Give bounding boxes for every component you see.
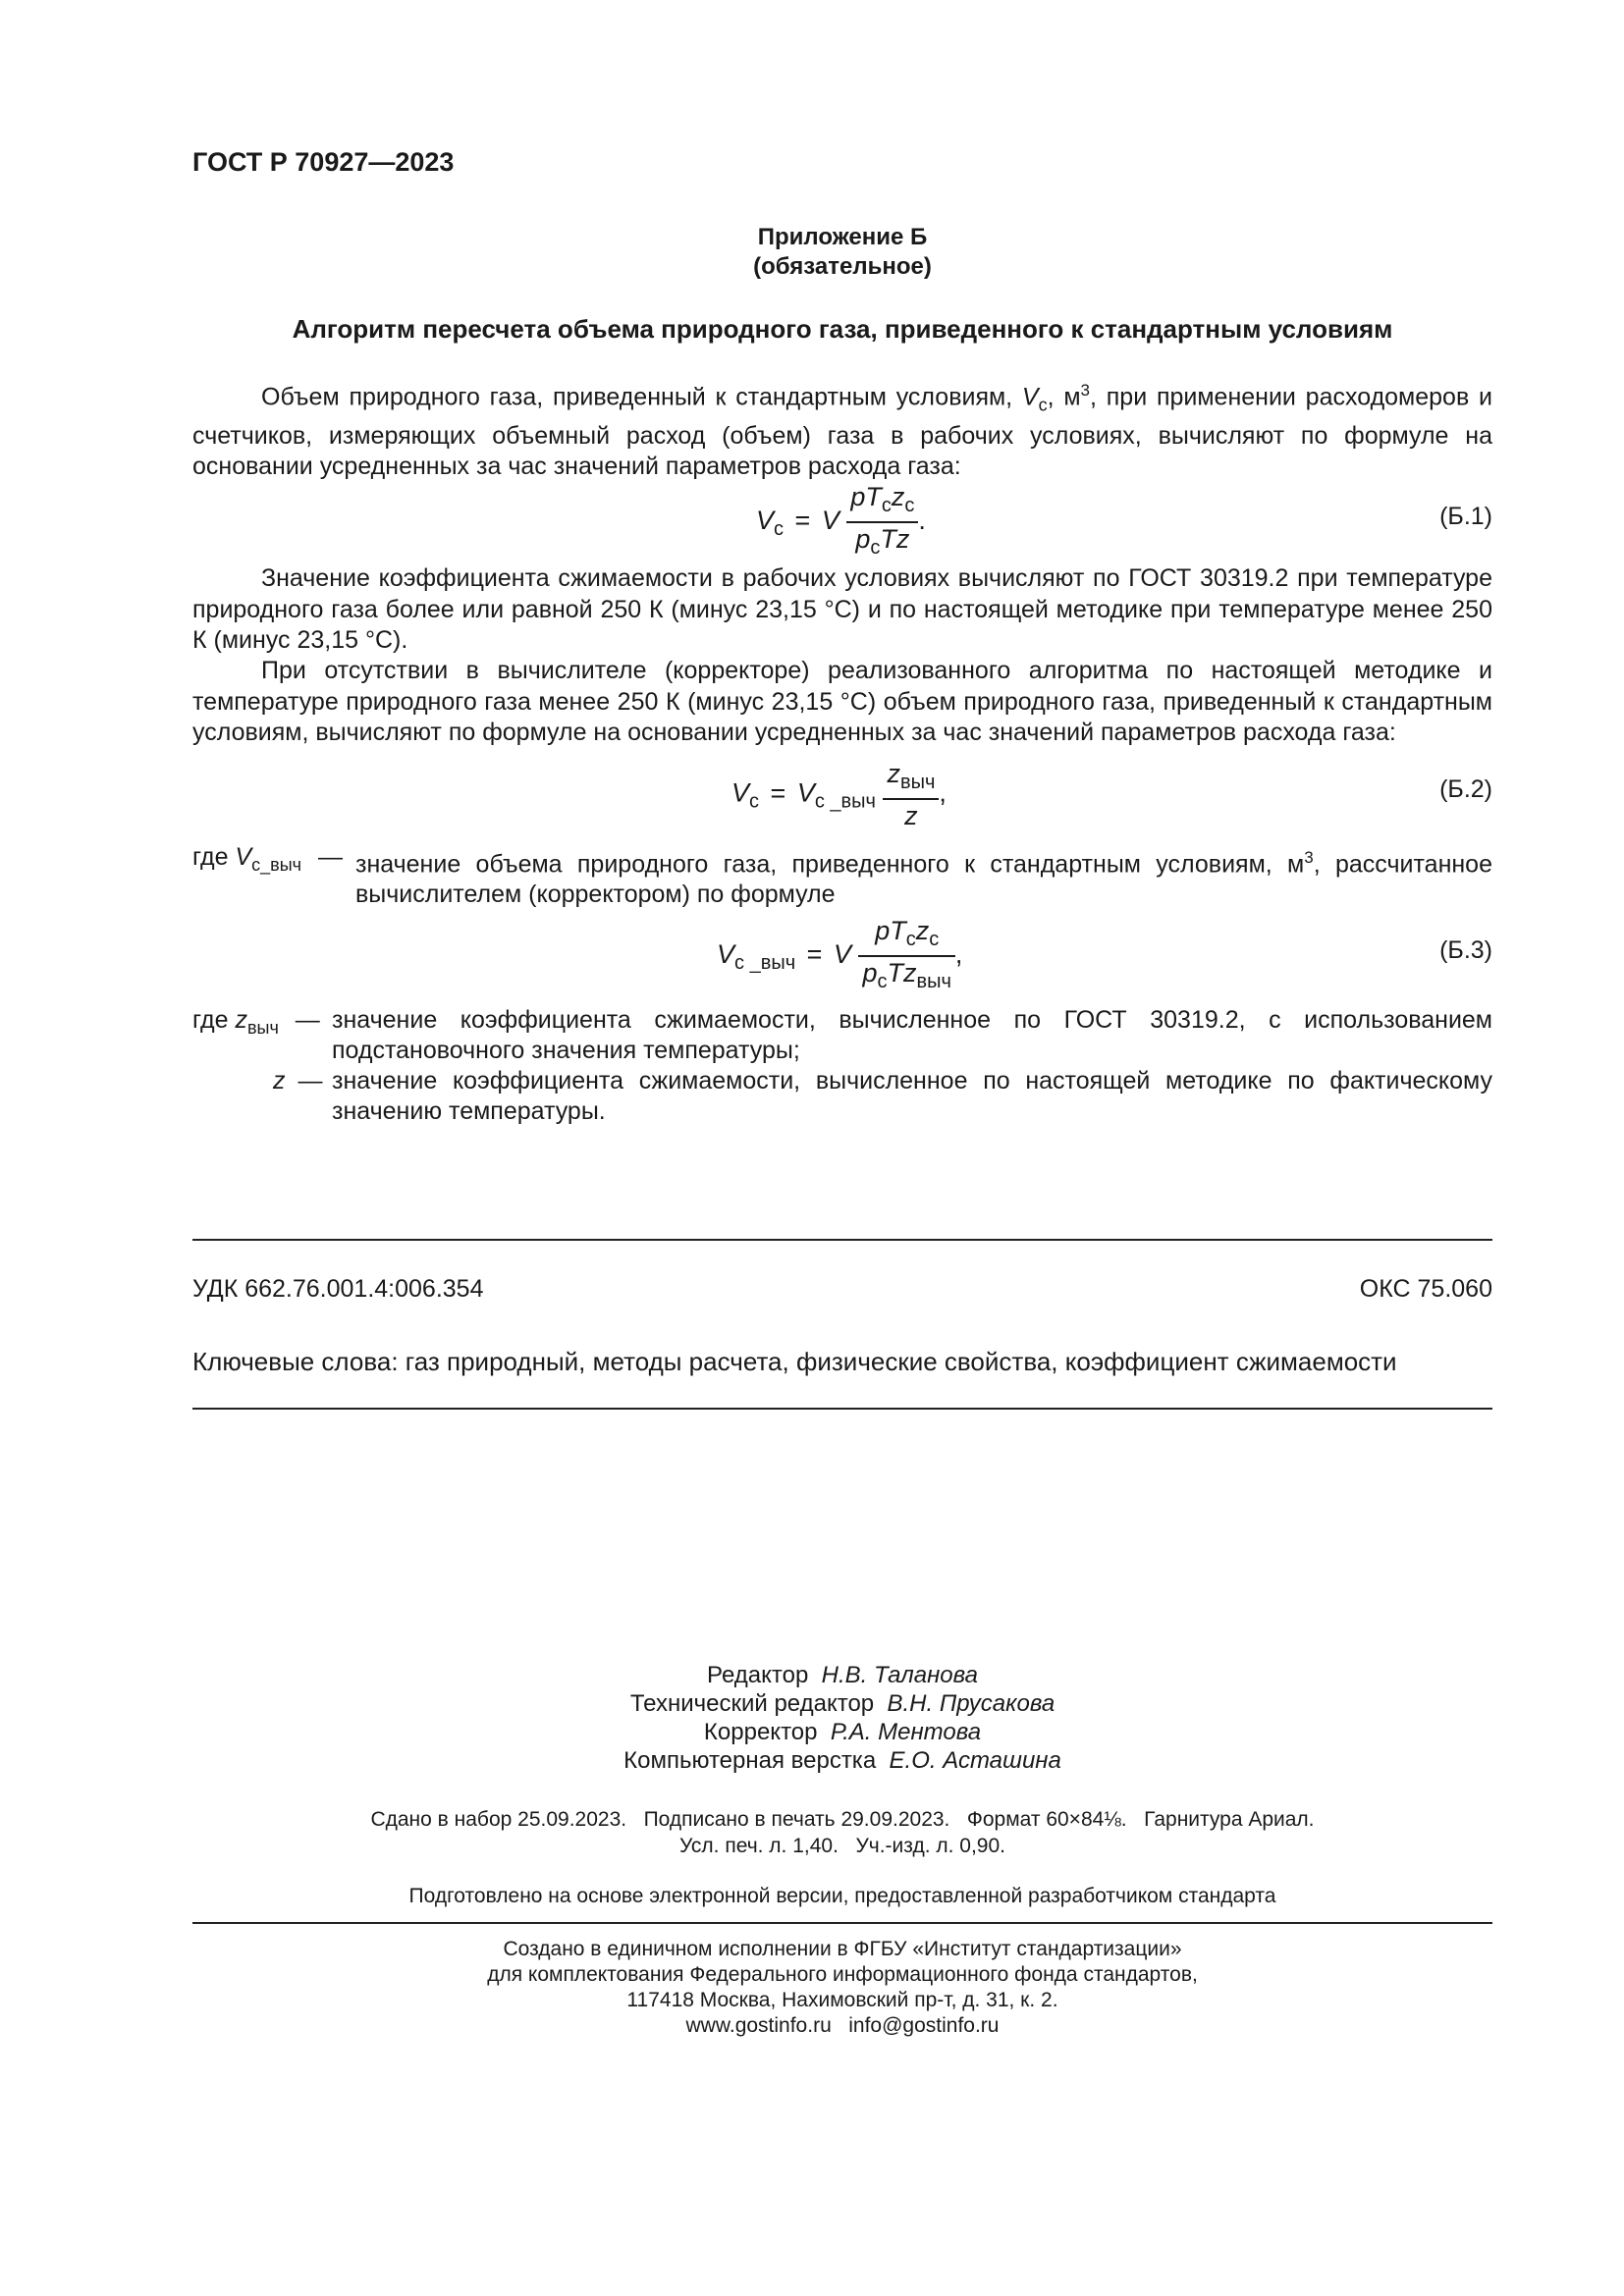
equation-label-b3: (Б.3) (1439, 936, 1492, 964)
appendix-title: Приложение Б (757, 224, 928, 250)
oks-code: ОКС 75.060 (1359, 1275, 1492, 1303)
created-line-3: 117418 Москва, Нахимовский пр-т, д. 31, к. 2. (626, 1989, 1058, 2011)
credit-tech-editor: Технический редактор В.Н. Прусакова (629, 1690, 1056, 1717)
prepared-note: Подготовлено на основе электронной версии, предоставленной разработчиком стандарта (408, 1885, 1276, 1907)
equation-label-b2: (Б.2) (1439, 775, 1492, 803)
divider-top (192, 1239, 1492, 1241)
paragraph-compressibility: Значение коэффициента сжимаемости в рабочих условиях вычисляют по ГОСТ 30319.2 при температуре природного газа более или равной 250 К (минус 23,15 °С) и по настоящей методике при температуре менее 250 К (минус 23,15 °С). (192, 564, 1492, 654)
udk-code: УДК 662.76.001.4:006.354 (192, 1275, 484, 1303)
created-line-1: Создано в единичном исполнении в ФГБУ «Институт стандартизации» (503, 1938, 1182, 1960)
paragraph-no-algorithm: При отсутствии в вычислителе (корректоре) реализованного алгоритма по настоящей методике и температуре природного газа менее 250 К (минус 23,15 °С) объем природного газа, приведенный к стандартным условиям, вычисляют по формуле на основании усредненных за час значений параметров расхода газа: (192, 657, 1492, 746)
created-line-4: www.gostinfo.ru info@gostinfo.ru (685, 2014, 1000, 2037)
definition-z-text: значение коэффициента сжимаемости, вычисленное по настоящей методике по фактическому значению температуры. (332, 1067, 1492, 1125)
formula-b3: $V_{с \_выч} = V$ $\frac{pT_сz_с}{p_сTz_{выч}}$ , (717, 916, 963, 992)
definition-z-symbol: z — (273, 1067, 323, 1095)
definition-vc-calc-symbol: где $V_{с\_выч}$ — (192, 843, 343, 875)
definition-vc-calc-text: значение объема природного газа, приведенного к стандартным условиям, $м^3$, рассчитанное вычислителем (корректором) по формуле (355, 848, 1492, 909)
credits-block (192, 1661, 1492, 1775)
formula-b1: $V_с = V$ $\frac{pT_сz_с}{p_сTz}$ . (756, 482, 926, 559)
appendix-status: (обязательное) (753, 253, 932, 280)
paragraph-volume: Объем природного газа, приведенный к стандартным условиям, $V_с$, $м^3$, при применении расходомеров и счетчиков, измеряющих объемный расход (объем) газа в рабочих условиях, вычисляют по формуле на основании усредненных за час значений параметров расхода газа: (192, 381, 1492, 481)
credit-layout: Компьютерная верстка Е.О. Асташина (623, 1747, 1061, 1774)
imprint-line-2: Усл. печ. л. 1,40. Уч.-изд. л. 0,90. (678, 1835, 1005, 1857)
definition-zcalc-text: значение коэффициента сжимаемости, вычисленное по ГОСТ 30319.2, с использованием подстановочного значения температуры; (332, 1006, 1492, 1064)
equation-label-b1: (Б.1) (1439, 503, 1492, 530)
created-line-2: для комплектования Федерального информационного фонда стандартов, (487, 1963, 1198, 1986)
credit-editor: Редактор Н.В. Таланова (707, 1662, 978, 1688)
credit-proofreader: Корректор Р.А. Ментова (703, 1719, 982, 1745)
imprint-line-1: Сдано в набор 25.09.2023. Подписано в печать 29.09.2023. Формат 60×84⅛. Гарнитура Ариал. (370, 1808, 1315, 1831)
standard-number: ГОСТ Р 70927—2023 (192, 147, 455, 177)
formula-b2: $V_с = V_{с \_выч}$ $\frac{z_{выч}}{z}$ , (731, 759, 947, 830)
definition-zcalc-symbol: где $z_{выч}$ — (192, 1006, 320, 1038)
appendix-heading: Алгоритм пересчета объема природного газа, приведенного к стандартным условиям (292, 314, 1393, 344)
divider-bottom (192, 1408, 1492, 1410)
divider-imprint (192, 1922, 1492, 1924)
keywords: Ключевые слова: газ природный, методы расчета, физические свойства, коэффициент сжимаемости (192, 1347, 1397, 1376)
